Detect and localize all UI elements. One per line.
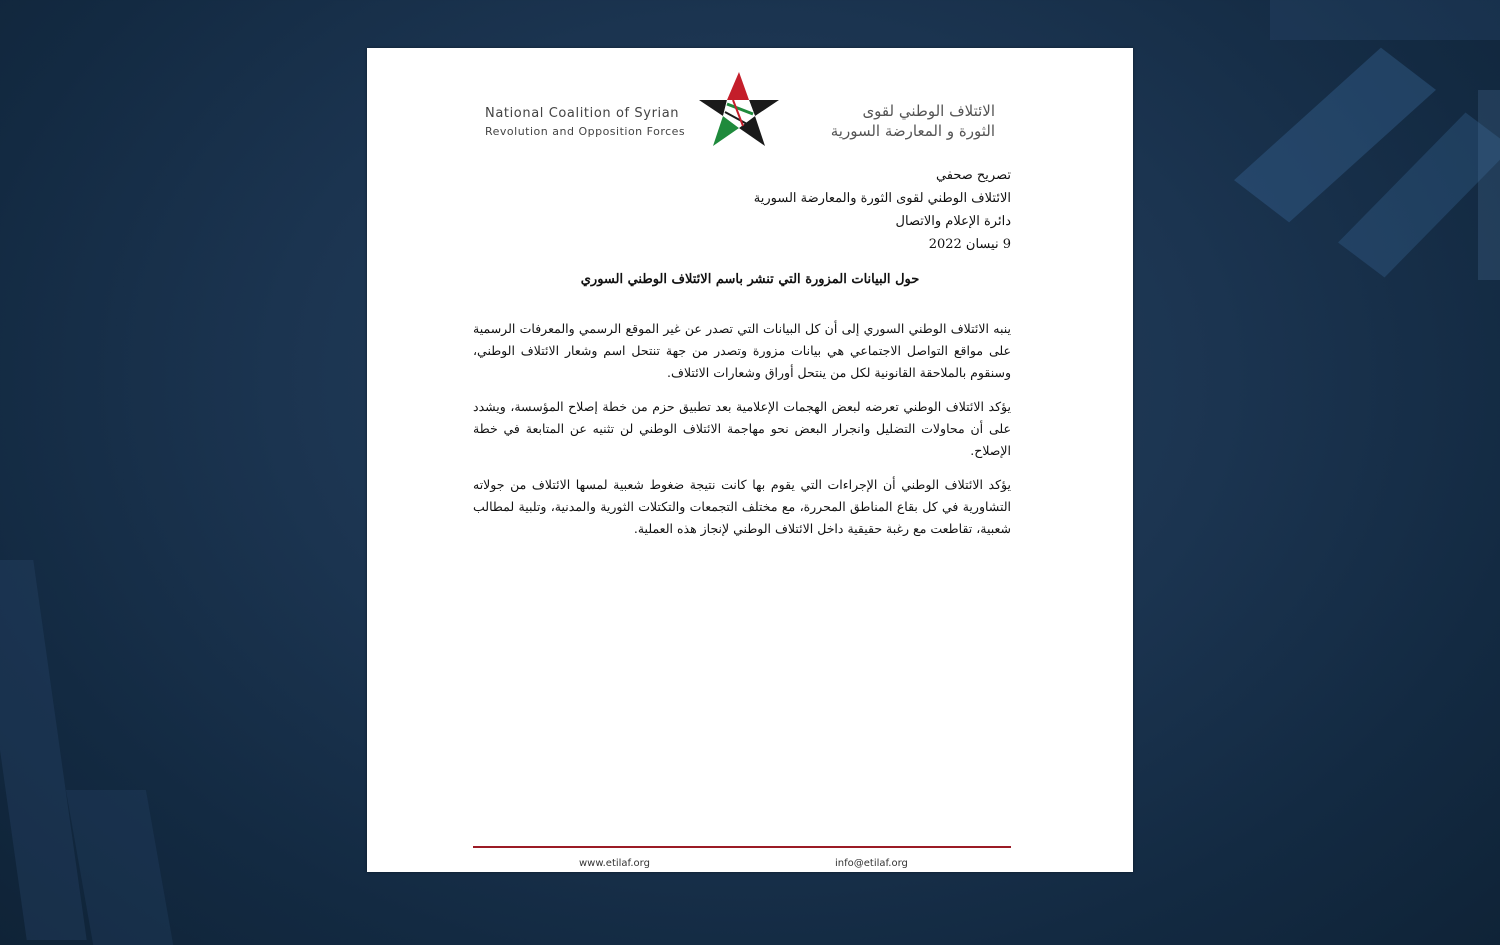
press-release-document (367, 48, 1133, 872)
release-date: 9 نيسان 2022 (928, 237, 1011, 252)
department-name: دائرة الإعلام والاتصال (895, 214, 1011, 229)
org-name-english (485, 106, 695, 138)
paragraph: يؤكد الائتلاف الوطني أن الإجراءات التي يقوم بها كانت نتيجة ضغوط شعبية لمسها الائتلاف من جولاته التشاورية في كل بقاع المناطق المحررة، مع مختلف التجمعات والتكتلات الثورية والمدنية، وتلبية لمطالب شعبية، تقاطعت مع رغبة حقيقية داخل الائتلاف الوطني لإنجاز هذه العملية. (473, 477, 1011, 536)
org-name-english-line1: National Coalition of Syrian (485, 106, 680, 121)
paragraph: ينبه الائتلاف الوطني السوري إلى أن كل البيانات التي تصدر عن غير الموقع الرسمي والمعرفات الرسمية على مواقع التواصل الاجتماعي هي بيانات مزورة وتصدر من جهة تنتحل اسم وشعار الائتلاف الوطني، وسنقوم بالملاحقة القانونية لكل من ينتحل أوراق وشعارات الائتلاف. (473, 321, 1011, 380)
footer-divider (473, 846, 1011, 848)
organization-name: الائتلاف الوطني لقوى الثورة والمعارضة السورية (753, 191, 1011, 206)
background-shape (1270, 0, 1500, 40)
release-body (473, 318, 1011, 552)
coalition-star-logo-icon (697, 70, 781, 148)
release-title: حول البيانات المزورة التي تنشر باسم الائتلاف الوطني السوري (580, 272, 920, 287)
org-name-arabic-line1: الائتلاف الوطني لقوى (862, 102, 995, 120)
background-shape (1478, 90, 1500, 280)
background-shape (0, 560, 87, 940)
release-meta (491, 164, 1011, 256)
org-name-arabic-line2: الثورة و المعارضة السورية (830, 122, 995, 140)
paragraph: يؤكد الائتلاف الوطني تعرضه لبعض الهجمات الإعلامية بعد تطبيق حزم من خطة إصلاح المؤسسة، ويشدد على أن محاولات التضليل وانجرار البعض نحو مهاجمة الائتلاف الوطني لن تثنيه عن المتابعة في خطة الإصلاح. (473, 399, 1011, 458)
doc-type: تصريح صحفي (935, 168, 1011, 183)
footer-website-link[interactable]: www.etilaf.org (579, 858, 650, 869)
org-name-english-line2: Revolution and Opposition Forces (485, 125, 686, 138)
letterhead (367, 58, 1133, 148)
footer-email-link[interactable]: info@etilaf.org (835, 858, 908, 869)
org-name-arabic (785, 102, 995, 140)
